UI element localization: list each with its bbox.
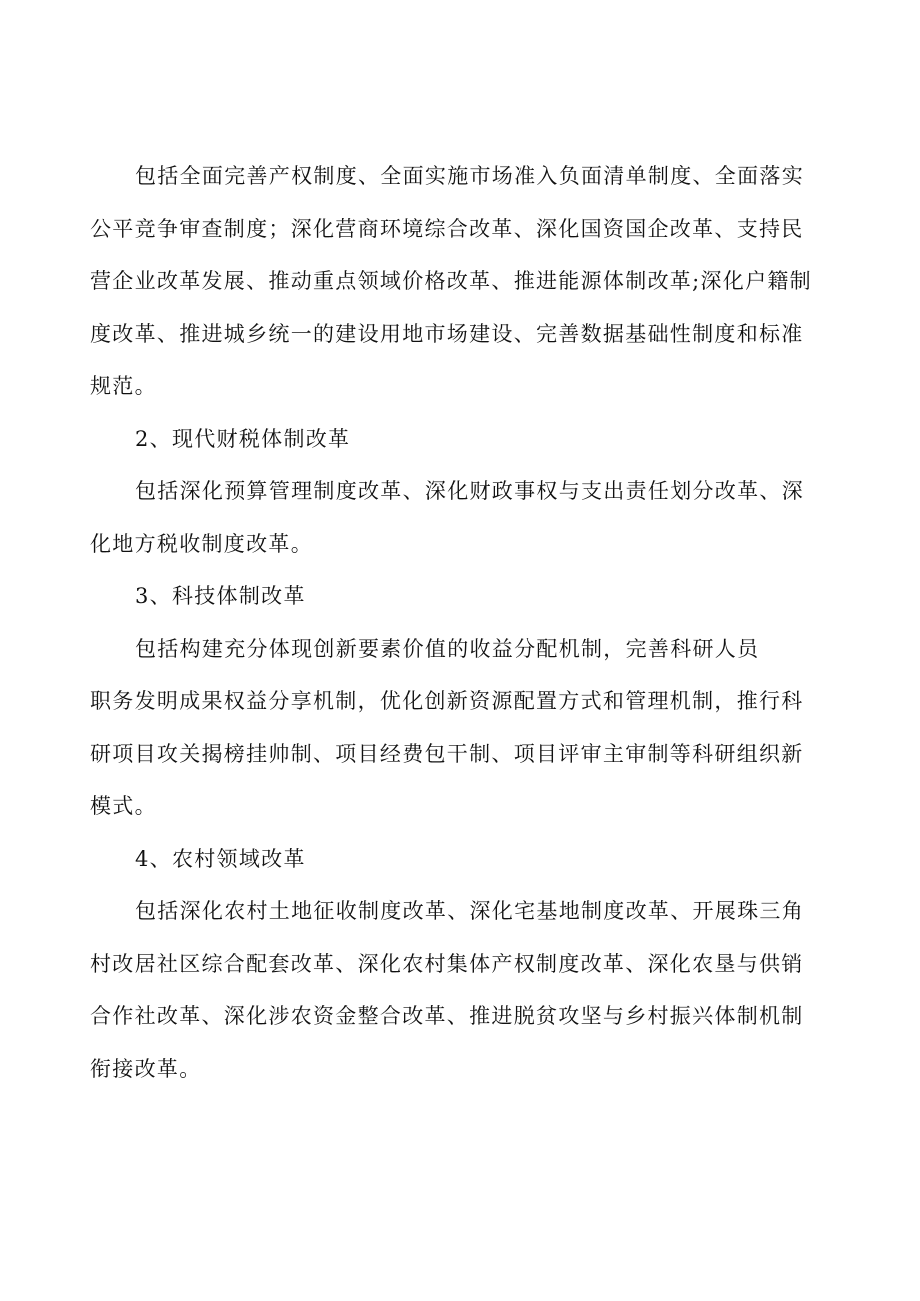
- paragraph-1-line-1: 包括全面完善产权制度、全面实施市场准入负面清单制度、全面落实: [135, 164, 804, 188]
- section-heading-4: 4、农村领域改革: [135, 846, 306, 871]
- paragraph-4-line-3: 合作社改革、深化涉农资金整合改革、推进脱贫攻坚与乡村振兴体制机制: [90, 1004, 804, 1028]
- paragraph-1-line-2: 公平竞争审查制度；深化营商环境综合改革、深化国资国企改革、支持民: [90, 216, 804, 241]
- paragraph-1-line-5: 规范。: [90, 374, 157, 398]
- section-heading-3: 3、科技体制改革: [135, 584, 306, 608]
- document-body: [90, 150, 842, 1095]
- paragraph-1-line-3: 营企业改革发展、推动重点领域价格改革、推进能源体制改革;深化户籍制: [90, 269, 812, 293]
- section-heading-2: 2、现代财税体制改革: [135, 426, 351, 451]
- paragraph-4-line-1: 包括深化农村土地征收制度改革、深化宅基地制度改革、开展珠三角: [135, 899, 804, 923]
- paragraph-1-line-4: 度改革、推进城乡统一的建设用地市场建设、完善数据基础性制度和标准: [90, 321, 804, 346]
- paragraph-3-line-3: 研项目攻关揭榜挂帅制、项目经费包干制、项目评审主审制等科研组织新: [90, 741, 804, 766]
- paragraph-2-line-2: 化地方税收制度改革。: [90, 531, 313, 556]
- paragraph-3-line-1: 包括构建充分体现创新要素价值的收益分配机制，完善科研人员: [135, 636, 760, 661]
- paragraph-3-line-4: 模式。: [90, 794, 157, 818]
- paragraph-2-line-1: 包括深化预算管理制度改革、深化财政事权与支出责任划分改革、深: [135, 479, 804, 503]
- paragraph-4-line-2: 村改居社区综合配套改革、深化农村集体产权制度改革、深化农垦与供销: [90, 951, 804, 976]
- paragraph-4-line-4: 衔接改革。: [90, 1056, 202, 1081]
- paragraph-3-line-2: 职务发明成果权益分享机制，优化创新资源配置方式和管理机制，推行科: [90, 689, 804, 713]
